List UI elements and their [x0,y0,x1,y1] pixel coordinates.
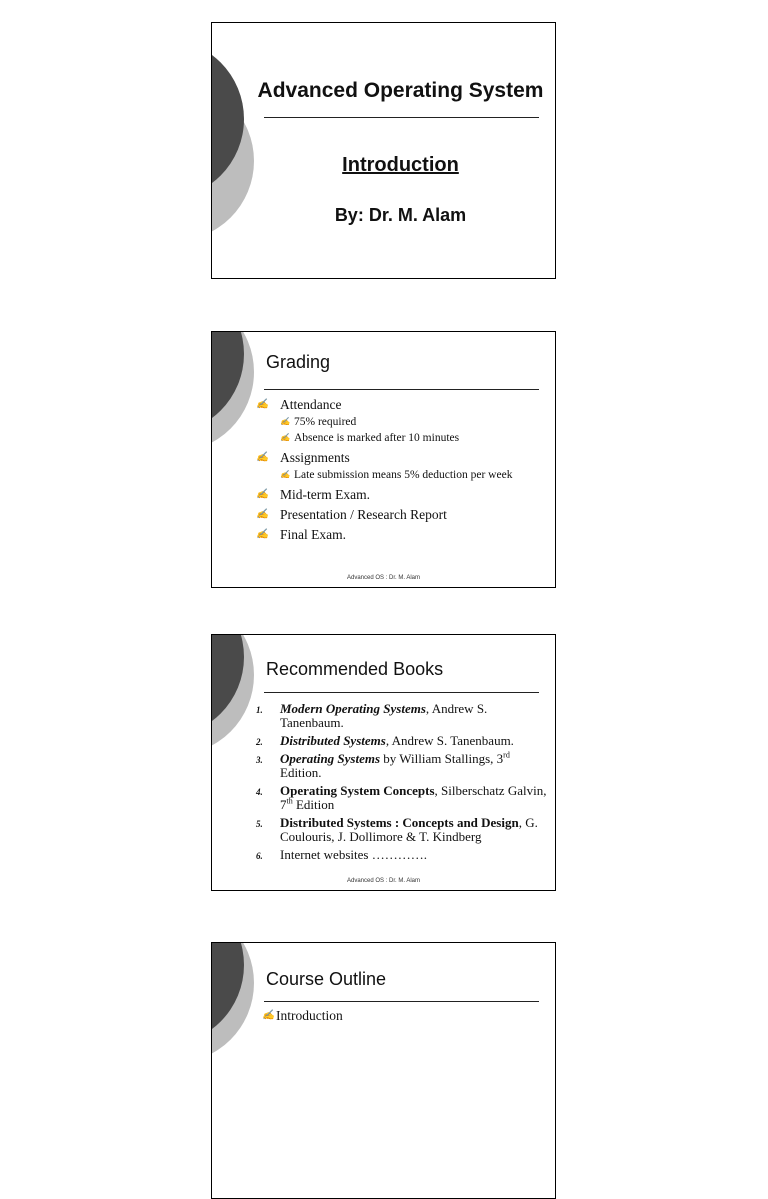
heading-divider [264,389,539,390]
pen-bullet-icon: ✍ [256,489,269,500]
slide-grading [211,331,556,588]
list-subitem: ✍ 75% required [280,416,357,428]
slide-title-heading: Advanced Operating System [257,79,544,102]
list-item: 6. Internet websites …………. [256,847,427,862]
list-item: ✍ Final Exam. [256,527,346,542]
slide-footer: Advanced OS : Dr. M. Alam [346,878,421,884]
slide-heading: Grading [266,352,331,372]
slide-books [211,634,556,891]
list-item: ✍ Assignments ✍ Late submission means 5% deduction per week [256,450,547,482]
heading-divider [264,1001,539,1002]
grading-list [256,397,547,547]
pen-bullet-icon: ✍ [280,417,290,426]
pen-bullet-icon: ✍ [256,509,269,520]
author-byline: By: Dr. M. Alam [334,205,467,225]
slide-subtitle: Introduction [342,154,459,176]
slide-heading: Course Outline [266,969,387,989]
slide-title [211,22,556,279]
slide-course-outline [211,942,556,1199]
list-item: ✍ Mid-term Exam. [256,487,370,502]
outline-list [262,1008,547,1028]
pen-bullet-icon: ✍ [256,529,269,540]
list-item: 4. Operating System Concepts, Silberschatz Galvin, 7th Edition [256,783,547,812]
heading-divider [264,692,539,693]
slide-heading: Recommended Books [266,659,444,679]
pen-bullet-icon: ✍ [256,399,269,410]
list-item: ✍ Attendance ✍ 75% required ✍ Absence is marked after 10 minutes [256,397,547,445]
title-divider [264,117,539,118]
pen-bullet-icon: ✍ [280,433,290,442]
slide-footer: Advanced OS : Dr. M. Alam [346,575,421,581]
pen-bullet-icon: ✍ [262,1010,275,1021]
list-item: 1. Modern Operating Systems, Andrew S. Tanenbaum. [256,701,488,730]
books-list [256,702,549,866]
list-item: ✍ Introduction [262,1008,343,1023]
list-subitem: ✍ Absence is marked after 10 minutes [280,432,460,444]
pen-bullet-icon: ✍ [280,470,290,479]
list-item: 3. Operating Systems by William Stallings, 3rd Edition. [256,750,510,780]
list-subitem: ✍ Late submission means 5% deduction per week [280,469,513,481]
list-item: 5. Distributed Systems : Concepts and Design, G. Coulouris, J. Dollimore & T. Kindberg [256,815,538,844]
pen-bullet-icon: ✍ [256,452,269,463]
list-item: 2. Distributed Systems, Andrew S. Tanenbaum. [256,733,514,748]
list-item: ✍ Presentation / Research Report [256,507,447,522]
